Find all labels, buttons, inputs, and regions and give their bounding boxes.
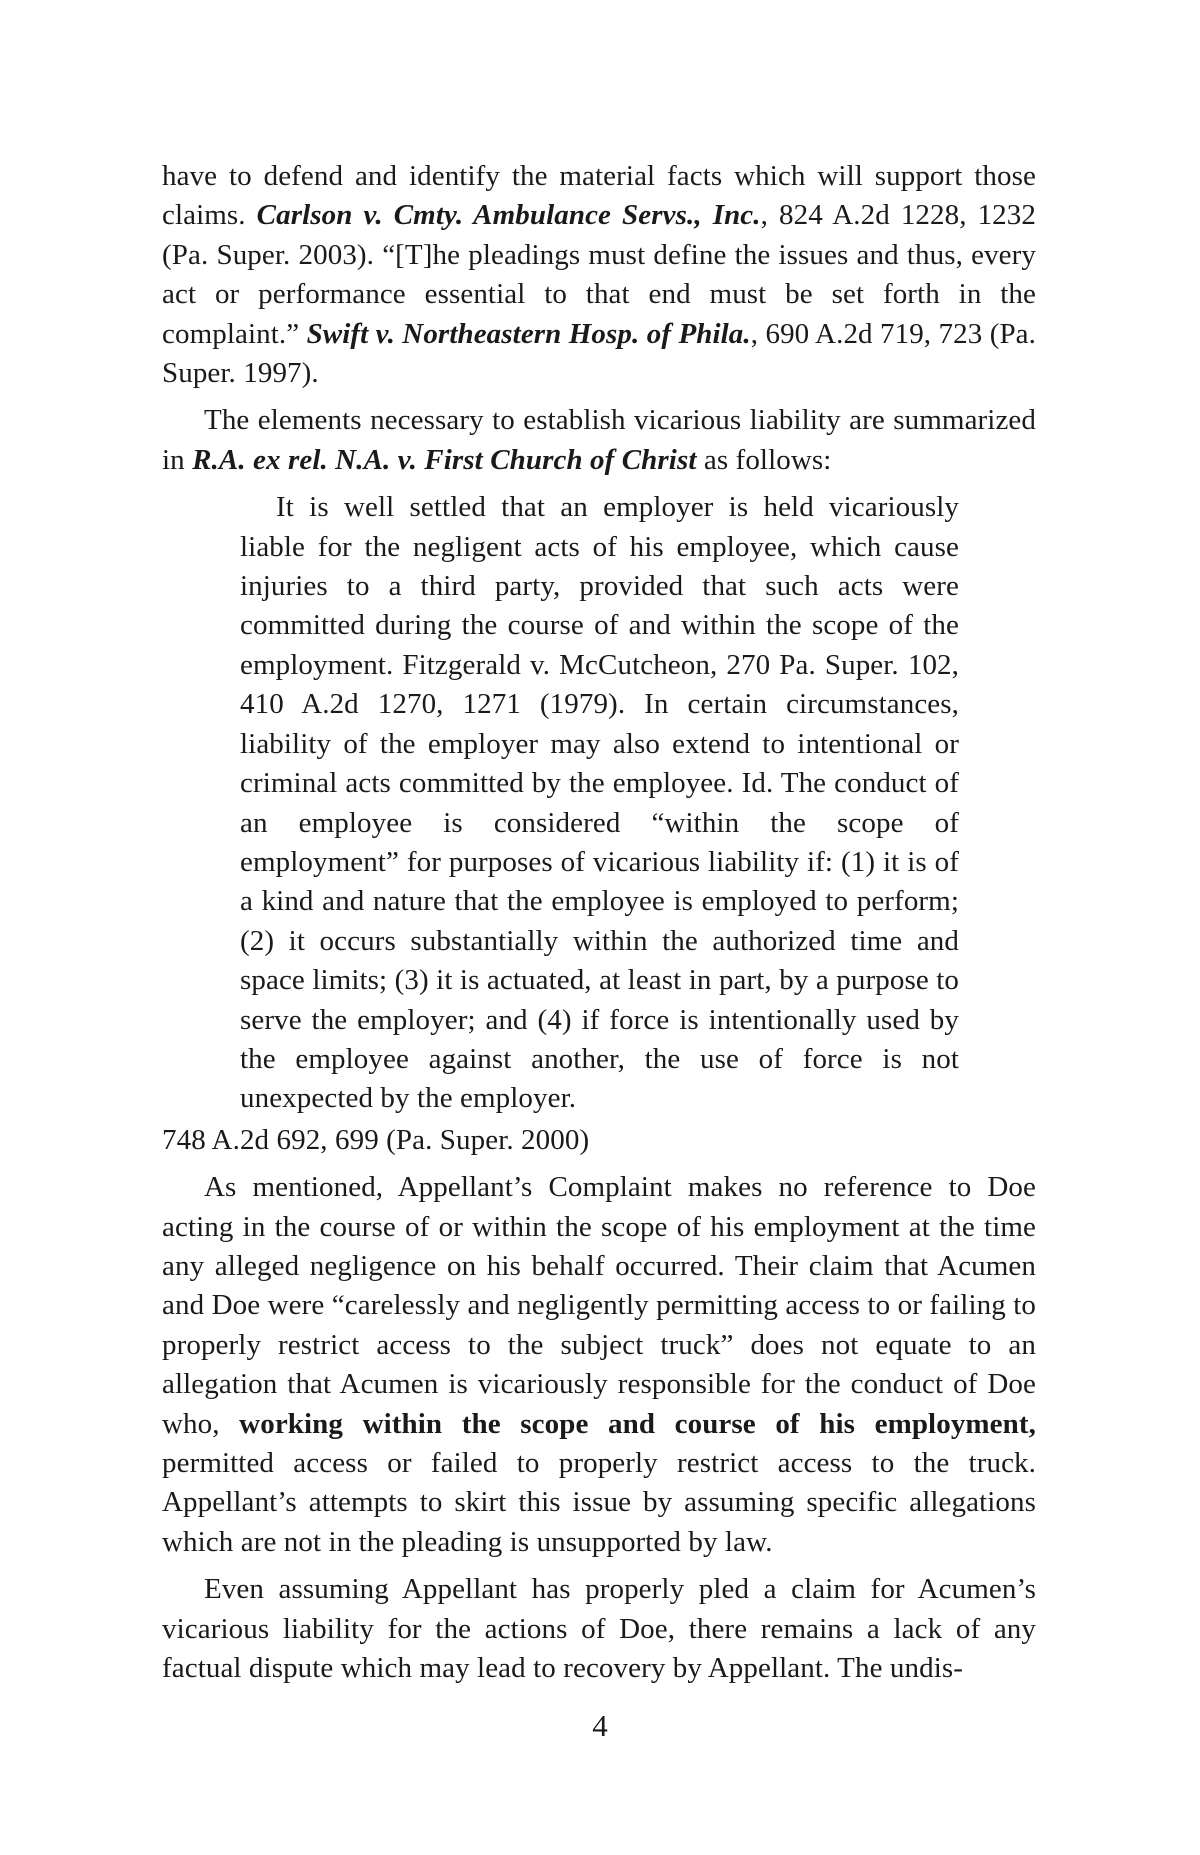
text-run: have to defend and identify the material facts which will support those claims. bbox=[162, 160, 1036, 232]
paragraph-vicarious-elements bbox=[162, 401, 1036, 480]
text-run: The elements necessary to establish vicarious liability are summarized in bbox=[162, 404, 1036, 476]
page-number: 4 bbox=[592, 1708, 608, 1743]
paragraph-pleadings bbox=[162, 157, 1036, 393]
text-run: , 824 A.2d 1228, 1232 (Pa. Super. 2003). “[T]he pleadings must define the issues and thus, every act or performance essential to that end must be set forth in the complaint.” bbox=[162, 199, 1036, 350]
text-run: as follows: bbox=[696, 443, 832, 476]
paragraph-complaint bbox=[162, 1168, 1036, 1562]
case-citation: R.A. ex rel. N.A. v. First Church of Christ bbox=[192, 443, 697, 476]
case-citation: Carlson v. Cmty. Ambulance Servs., Inc. bbox=[256, 199, 761, 232]
text-run: As mentioned, Appellant’s Complaint makes no reference to Doe acting in the course of or within the scope of his employment at the time any alleged negligence on his behalf occurred. Their claim that Acumen and Doe were “carelessly and negligently permitting access to or failing to properly restrict access to the subject truck” does not equate to an allegation that Acumen is vicariously responsible for the conduct of Doe who, bbox=[162, 1171, 1036, 1440]
text-run: permitted access or failed to properly restrict access to the truck. Appellant’s attempts to skirt this issue by assuming specific allegations which are not in the pleading is unsupported by law. bbox=[162, 1447, 1036, 1558]
quote-citation: 748 A.2d 692, 699 (Pa. Super. 2000) bbox=[162, 1123, 590, 1156]
block-quote: It is well settled that an employer is held vicariously liable for the negligent acts of his employee, which cause injuries to a third party, provided that such acts were committed during the course of and within the scope of the employment. Fitzgerald v. McCutcheon, 270 Pa. Super. 102, 410 A.2d 1270, 1271 (1979). In certain circumstances, liability of the employer may also extend to intentional or criminal acts committed by the employee. Id. The conduct of an employee is considered “within the scope of employment” for purposes of vicarious liability if: (1) it is of a kind and nature that the employee is employed to perform; (2) it occurs substantially within the authorized time and space limits; (3) it is actuated, at least in part, by a purpose to serve the employer; and (4) if force is intentionally used by the employee against another, the use of force is not unexpected by the employer. bbox=[240, 491, 959, 1115]
document-page bbox=[162, 157, 1036, 1688]
paragraph-factual-dispute: Even assuming Appellant has properly pled a claim for Acumen’s vicarious liability for the actions of Doe, there remains a lack of any factual dispute which may lead to recovery by Appellant. The undis- bbox=[162, 1573, 1036, 1685]
text-run: , 690 A.2d 719, 723 (Pa. Super. 1997). bbox=[162, 317, 1037, 390]
case-citation: Swift v. Northeastern Hosp. of Phila. bbox=[306, 317, 751, 350]
emphasis-text: working within the scope and course of his employment, bbox=[239, 1407, 1036, 1440]
